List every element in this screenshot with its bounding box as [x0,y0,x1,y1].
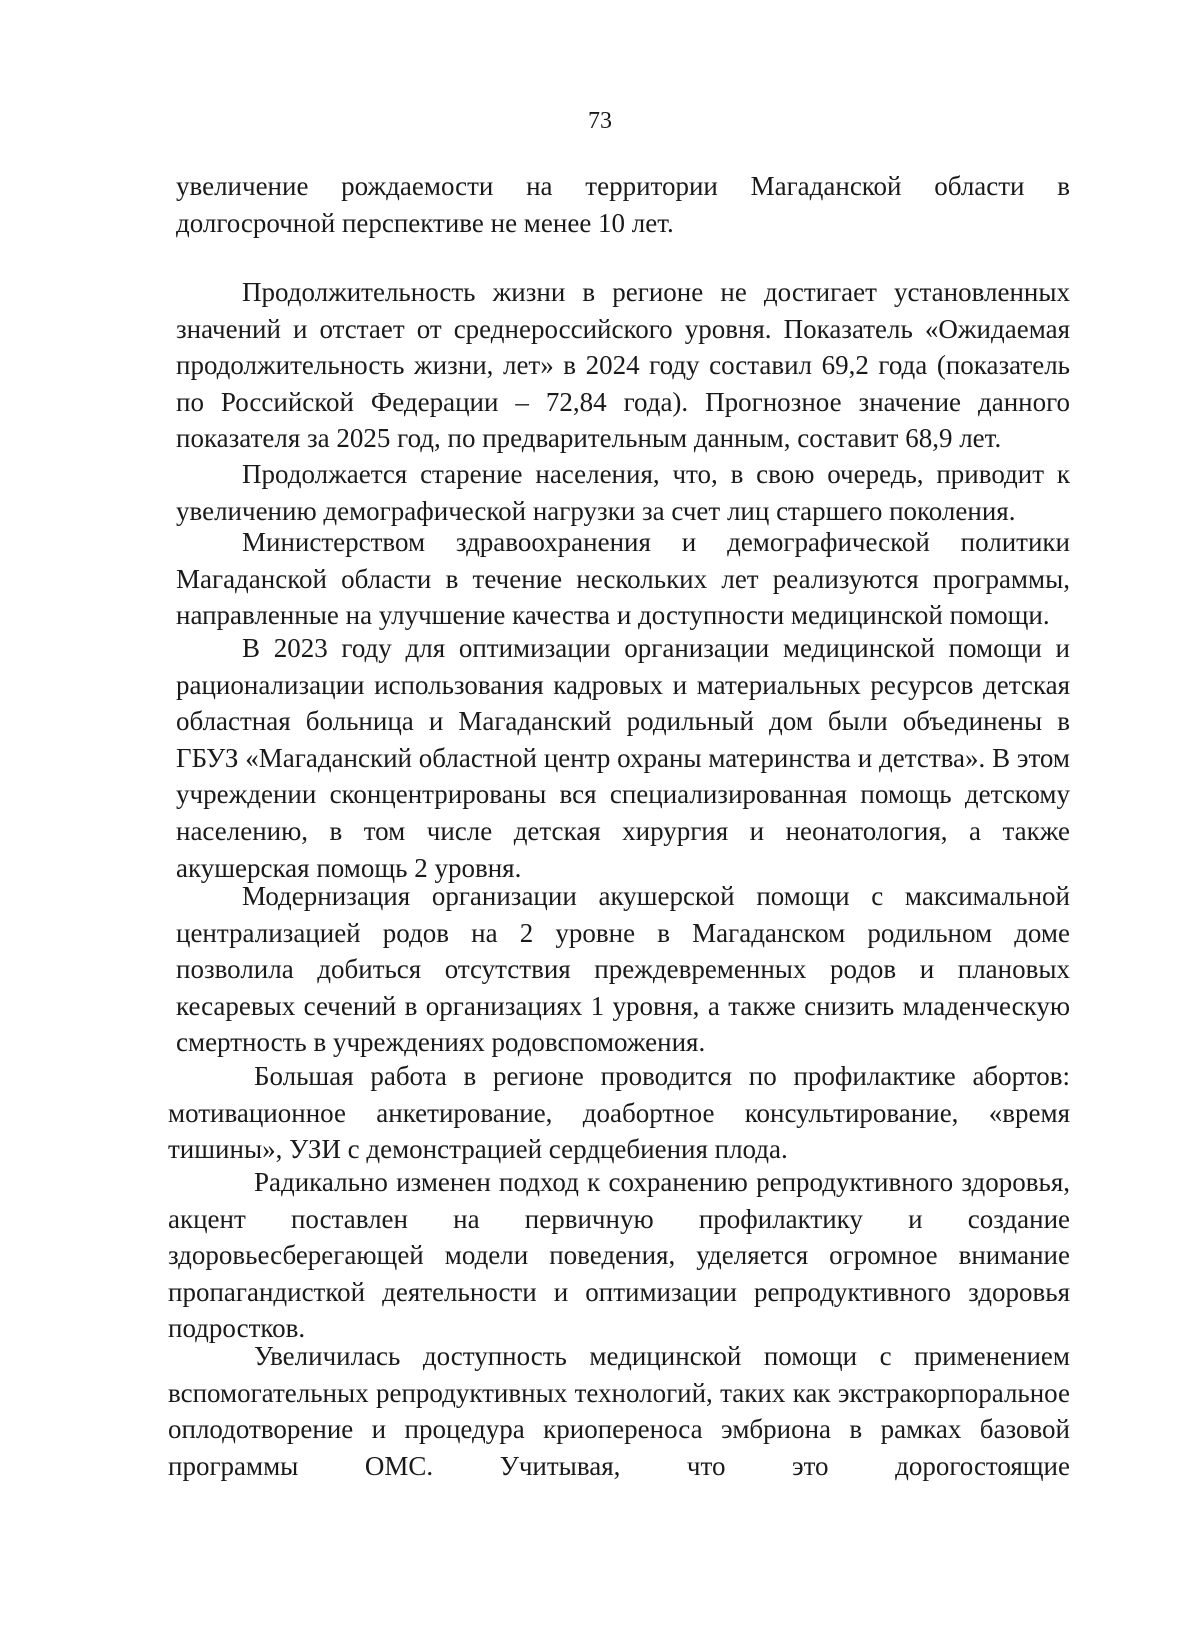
paragraph-population-aging: Продолжается старение населения, что, в свою очередь, приводит к увеличению демографической нагрузки за счет лиц старшего поколения. [176,459,1070,526]
paragraph-abortion-prevention: Большая работа в регионе проводится по профилактике абортов: мотивационное анкетирование, доабортное консультирование, «время тишины», УЗИ с демонстрацией сердцебиения плода. [168,1061,1070,1165]
paragraph-ministry-programs: Министерством здравоохранения и демографической политики Магаданской области в течение нескольких лет реализуются программы, направленные на улучшение качества и доступности медицинской помощи. [176,527,1070,631]
paragraph-birth-rate: увеличение рождаемости на территории Магаданской области в долгосрочной перспективе не менее 10 лет. [176,171,1070,238]
page-number: 73 [588,108,612,134]
paragraph-reproductive-health: Радикально изменен подход к сохранению репродуктивного здоровья, акцент поставлен на первичную профилактику и создание здоровьесберегающей модели поведения, уделяется огромное внимание пропагандисткой деятельности и оптимизации репродуктивного здоровья подростков. [168,1167,1070,1344]
paragraph-2023-merger: В 2023 году для оптимизации организации медицинской помощи и рационализации использования кадровых и материальных ресурсов детская областная больница и Магаданский родильный дом были объединены в ГБУЗ «Магаданский областной центр охраны материнства и детства». В этом учреждении сконцентрированы вся специализированная помощь детскому населению, в том числе детская хирургия и неонатология, а также акушерская помощь 2 уровня. [176,633,1070,883]
paragraph-life-expectancy: Продолжительность жизни в регионе не достигает установленных значений и отстает от среднероссийского уровня. Показатель «Ожидаемая продолжительность жизни, лет» в 2024 году составил 69,2 года (показатель по Российской Федерации – 72,84 года). Прогнозное значение данного показателя за 2025 год, по предварительным данным, составит 68,9 лет. [176,277,1070,454]
paragraph-art-availability: Увеличилась доступность медицинской помощи с применением вспомогательных репродуктивных технологий, таких как экстракорпоральное оплодотворение и процедура криопереноса эмбриона в рамках базовой программы ОМС. Учитывая, что это дорогостоящие [168,1341,1070,1481]
paragraph-obstetric-modernization: Модернизация организации акушерской помощи с максимальной централизацией родов на 2 уровне в Магаданском родильном доме позволила добиться отсутствия преждевременных родов и плановых кесаревых сечений в организациях 1 уровня, а также снизить младенческую смертность в учреждениях родовспоможения. [176,881,1070,1058]
